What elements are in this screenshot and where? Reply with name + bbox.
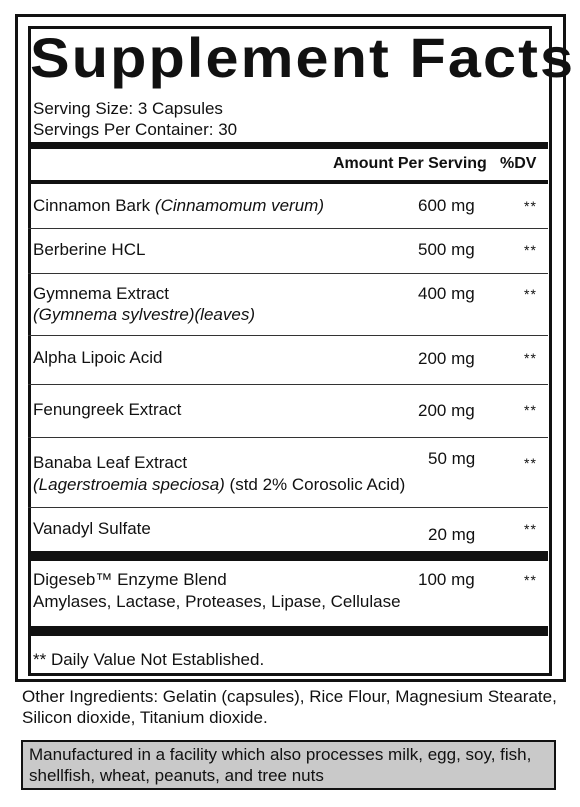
thick-divider-bottom — [28, 626, 548, 636]
ingredient-latin: (Gymnema sylvestre)(leaves) — [33, 305, 255, 324]
other-ingredients: Other Ingredients: Gelatin (capsules), Rice Flour, Magnesium Stearate, Silicon dioxide, Titanium dioxide. — [22, 687, 557, 727]
amount-per-serving-header: Amount Per Serving — [333, 155, 487, 172]
ingredient-dv: ** — [524, 455, 537, 471]
row-divider — [28, 507, 548, 508]
ingredient-amount: 200 mg — [418, 349, 475, 368]
ingredient-name: Digeseb™ Enzyme Blend — [33, 570, 227, 589]
allergen-warning: Manufactured in a facility which also processes milk, egg, soy, fish, shellfish, wheat, peanuts, and tree nuts — [21, 740, 556, 790]
ingredient-dv: ** — [524, 572, 537, 588]
ingredient-name: Alpha Lipoic Acid — [33, 348, 163, 367]
ingredient-latin: (Cinnamomum verum) — [154, 196, 324, 215]
thick-divider-top — [28, 142, 548, 149]
serving-size: Serving Size: 3 Capsules — [33, 99, 223, 118]
ingredient-name: Cinnamon Bark — [33, 196, 151, 215]
row-divider — [28, 384, 548, 385]
ingredient-dv: ** — [524, 402, 537, 418]
ingredient-amount: 400 mg — [418, 284, 475, 303]
daily-value-footnote: ** Daily Value Not Established. — [33, 650, 265, 669]
ingredient-name: Fenungreek Extract — [33, 400, 182, 419]
blend-components: Amylases, Lactase, Proteases, Lipase, Cellulase — [33, 592, 401, 611]
servings-per-container: Servings Per Container: 30 — [33, 120, 238, 139]
ingredient-standardization: (std 2% Corosolic Acid) — [224, 475, 406, 494]
ingredient-dv: ** — [524, 521, 537, 537]
ingredient-name: Berberine HCL — [33, 240, 146, 259]
ingredient-amount: 50 mg — [428, 449, 476, 468]
ingredient-amount: 200 mg — [418, 401, 475, 420]
ingredient-latin: (Lagerstroemia speciosa) — [33, 475, 225, 494]
ingredient-name: Banaba Leaf Extract — [33, 453, 188, 472]
label-title: Supplement Facts — [30, 26, 576, 89]
row-divider — [28, 273, 548, 274]
header-divider — [28, 180, 548, 184]
ingredient-amount: 100 mg — [418, 570, 475, 589]
row-divider — [28, 335, 548, 336]
ingredient-dv: ** — [524, 242, 537, 258]
ingredient-amount: 600 mg — [418, 196, 475, 215]
thick-divider-blend — [28, 551, 548, 561]
ingredient-amount: 500 mg — [418, 240, 475, 259]
row-divider — [28, 228, 548, 229]
dv-header: %DV — [500, 155, 537, 172]
ingredient-dv: ** — [524, 198, 537, 214]
ingredient-name: Vanadyl Sulfate — [33, 519, 151, 538]
ingredient-dv: ** — [524, 286, 537, 302]
row-divider — [28, 437, 548, 438]
ingredient-amount: 20 mg — [428, 525, 476, 544]
ingredient-name: Gymnema Extract — [33, 284, 170, 303]
ingredient-dv: ** — [524, 350, 537, 366]
